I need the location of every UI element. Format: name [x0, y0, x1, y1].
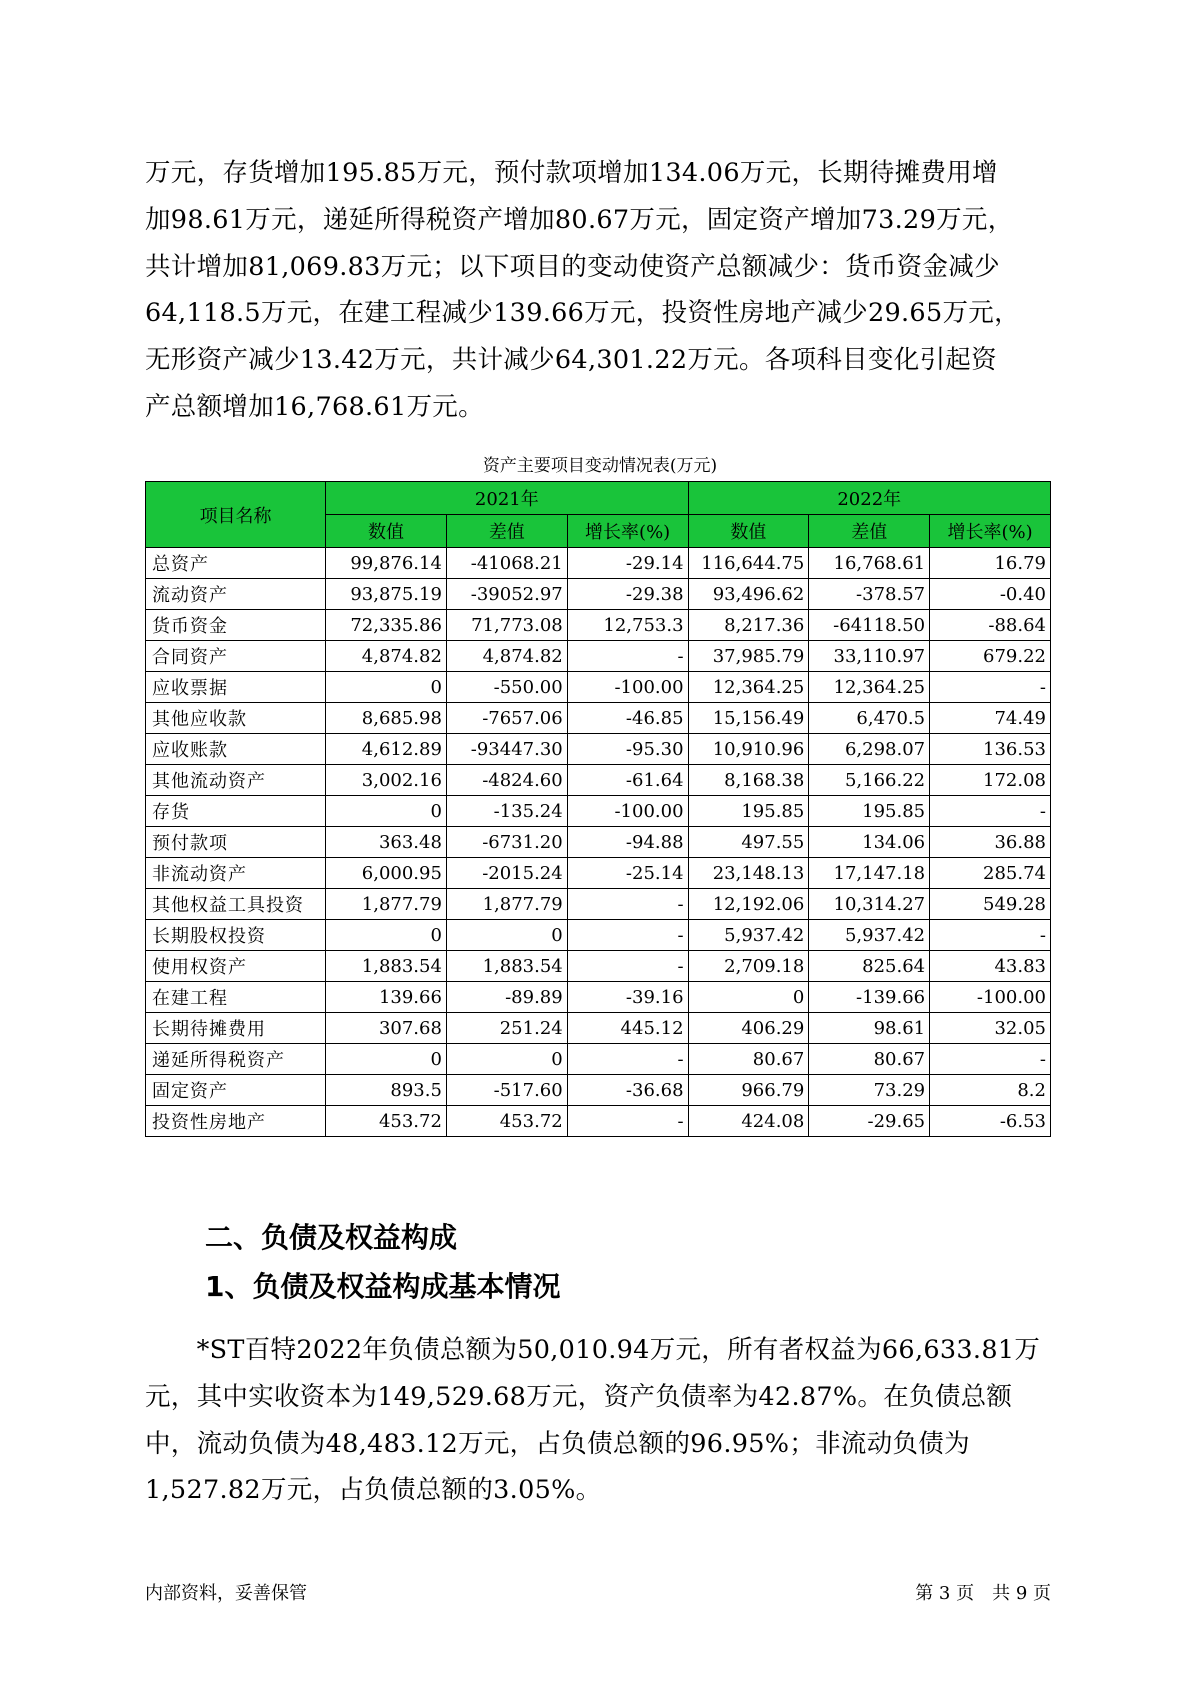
cell-item-name: 固定资产 — [146, 1075, 326, 1106]
cell-value-2021: 0 — [326, 920, 447, 951]
cell-value-2022: 0 — [688, 982, 809, 1013]
cell-growth-2022: 136.53 — [930, 734, 1051, 765]
cell-growth-2022: -6.53 — [930, 1106, 1051, 1137]
cell-diff-2021: 0 — [446, 920, 567, 951]
cell-value-2022: 116,644.75 — [688, 548, 809, 579]
cell-value-2021: 0 — [326, 1044, 447, 1075]
cell-value-2022: 12,192.06 — [688, 889, 809, 920]
asset-change-table — [145, 481, 1051, 1137]
cell-value-2022: 497.55 — [688, 827, 809, 858]
cell-growth-2021: - — [567, 951, 688, 982]
cell-diff-2022: 33,110.97 — [809, 641, 930, 672]
cell-growth-2021: 12,753.3 — [567, 610, 688, 641]
cell-value-2022: 10,910.96 — [688, 734, 809, 765]
cell-item-name: 总资产 — [146, 548, 326, 579]
cell-diff-2021: 1,877.79 — [446, 889, 567, 920]
cell-diff-2021: 453.72 — [446, 1106, 567, 1137]
cell-item-name: 合同资产 — [146, 641, 326, 672]
cell-item-name: 应收账款 — [146, 734, 326, 765]
paragraph-line: 加98.61万元，递延所得税资产增加80.67万元，固定资产增加73.29万元， — [145, 204, 1014, 235]
cell-growth-2021: - — [567, 641, 688, 672]
cell-growth-2022: -88.64 — [930, 610, 1051, 641]
cell-diff-2022: 80.67 — [809, 1044, 930, 1075]
cell-value-2021: 8,685.98 — [326, 703, 447, 734]
cell-value-2021: 4,612.89 — [326, 734, 447, 765]
footer-page-number: 第 3 页 共 9 页 — [915, 1583, 1051, 1604]
header-growth-2022: 增长率(%) — [930, 515, 1051, 548]
table-row — [146, 1013, 1051, 1044]
footer-confidential-note: 内部资料，妥善保管 — [145, 1583, 307, 1604]
paragraph-line: 中，流动负债为48,483.12万元，占负债总额的96.95%；非流动负债为 — [145, 1428, 970, 1459]
cell-item-name: 投资性房地产 — [146, 1106, 326, 1137]
cell-growth-2021: -100.00 — [567, 796, 688, 827]
cell-diff-2021: -2015.24 — [446, 858, 567, 889]
cell-value-2021: 3,002.16 — [326, 765, 447, 796]
cell-growth-2021: -29.14 — [567, 548, 688, 579]
section-heading: 二、负债及权益构成 — [205, 1221, 458, 1254]
cell-item-name: 其他应收款 — [146, 703, 326, 734]
table-row — [146, 672, 1051, 703]
cell-value-2021: 453.72 — [326, 1106, 447, 1137]
table-row — [146, 1106, 1051, 1137]
cell-value-2021: 4,874.82 — [326, 641, 447, 672]
cell-item-name: 长期待摊费用 — [146, 1013, 326, 1044]
cell-value-2022: 8,168.38 — [688, 765, 809, 796]
paragraph-line: 64,118.5万元，在建工程减少139.66万元，投资性房地产减少29.65万元， — [145, 298, 1020, 329]
cell-diff-2021: -135.24 — [446, 796, 567, 827]
header-growth-2021: 增长率(%) — [567, 515, 688, 548]
cell-item-name: 在建工程 — [146, 982, 326, 1013]
cell-item-name: 长期股权投资 — [146, 920, 326, 951]
cell-value-2021: 72,335.86 — [326, 610, 447, 641]
cell-value-2022: 80.67 — [688, 1044, 809, 1075]
cell-diff-2021: 71,773.08 — [446, 610, 567, 641]
cell-value-2022: 8,217.36 — [688, 610, 809, 641]
cell-item-name: 流动资产 — [146, 579, 326, 610]
cell-value-2021: 139.66 — [326, 982, 447, 1013]
paragraph-asset-change — [145, 150, 1055, 431]
cell-value-2022: 966.79 — [688, 1075, 809, 1106]
paragraph-line: 1,527.82万元，占负债总额的3.05%。 — [145, 1475, 602, 1506]
cell-diff-2022: 98.61 — [809, 1013, 930, 1044]
cell-diff-2021: -93447.30 — [446, 734, 567, 765]
cell-diff-2022: 73.29 — [809, 1075, 930, 1106]
cell-diff-2021: 1,883.54 — [446, 951, 567, 982]
cell-diff-2022: 195.85 — [809, 796, 930, 827]
cell-growth-2022: 679.22 — [930, 641, 1051, 672]
cell-growth-2021: - — [567, 920, 688, 951]
cell-item-name: 递延所得税资产 — [146, 1044, 326, 1075]
cell-diff-2022: 6,298.07 — [809, 734, 930, 765]
cell-value-2022: 12,364.25 — [688, 672, 809, 703]
cell-value-2022: 406.29 — [688, 1013, 809, 1044]
cell-diff-2022: 6,470.5 — [809, 703, 930, 734]
cell-diff-2022: -29.65 — [809, 1106, 930, 1137]
cell-diff-2022: -139.66 — [809, 982, 930, 1013]
cell-diff-2022: 16,768.61 — [809, 548, 930, 579]
cell-diff-2021: -89.89 — [446, 982, 567, 1013]
cell-diff-2021: -7657.06 — [446, 703, 567, 734]
cell-value-2021: 0 — [326, 796, 447, 827]
cell-growth-2022: 285.74 — [930, 858, 1051, 889]
cell-item-name: 预付款项 — [146, 827, 326, 858]
cell-diff-2022: 17,147.18 — [809, 858, 930, 889]
cell-growth-2021: -29.38 — [567, 579, 688, 610]
cell-value-2021: 1,883.54 — [326, 951, 447, 982]
cell-growth-2022: - — [930, 1044, 1051, 1075]
cell-growth-2021: -36.68 — [567, 1075, 688, 1106]
table-row — [146, 982, 1051, 1013]
paragraph-line: 万元，存货增加195.85万元，预付款项增加134.06万元，长期待摊费用增 — [145, 158, 998, 188]
cell-value-2021: 99,876.14 — [326, 548, 447, 579]
header-item-name: 项目名称 — [146, 482, 326, 548]
cell-growth-2022: - — [930, 796, 1051, 827]
cell-diff-2021: 251.24 — [446, 1013, 567, 1044]
cell-diff-2022: -64118.50 — [809, 610, 930, 641]
cell-value-2022: 23,148.13 — [688, 858, 809, 889]
cell-growth-2021: - — [567, 1106, 688, 1137]
cell-value-2022: 424.08 — [688, 1106, 809, 1137]
cell-growth-2021: -39.16 — [567, 982, 688, 1013]
table-row — [146, 703, 1051, 734]
header-year-2022: 2022年 — [688, 482, 1050, 515]
table-row — [146, 920, 1051, 951]
table-row — [146, 827, 1051, 858]
cell-growth-2022: 74.49 — [930, 703, 1051, 734]
cell-growth-2022: -100.00 — [930, 982, 1051, 1013]
table-row — [146, 734, 1051, 765]
subsection-heading: 1、负债及权益构成基本情况 — [205, 1270, 561, 1303]
cell-growth-2022: 172.08 — [930, 765, 1051, 796]
cell-value-2022: 5,937.42 — [688, 920, 809, 951]
cell-growth-2022: 36.88 — [930, 827, 1051, 858]
cell-diff-2021: -517.60 — [446, 1075, 567, 1106]
cell-value-2022: 15,156.49 — [688, 703, 809, 734]
cell-value-2021: 93,875.19 — [326, 579, 447, 610]
cell-value-2022: 37,985.79 — [688, 641, 809, 672]
cell-diff-2022: 825.64 — [809, 951, 930, 982]
table-row — [146, 1044, 1051, 1075]
cell-value-2021: 0 — [326, 672, 447, 703]
table-row — [146, 951, 1051, 982]
table-row — [146, 610, 1051, 641]
table-row — [146, 641, 1051, 672]
cell-growth-2021: -95.30 — [567, 734, 688, 765]
header-value-2021: 数值 — [326, 515, 447, 548]
cell-diff-2021: -4824.60 — [446, 765, 567, 796]
cell-growth-2021: -100.00 — [567, 672, 688, 703]
header-diff-2022: 差值 — [809, 515, 930, 548]
paragraph-line: 共计增加81,069.83万元；以下项目的变动使资产总额减少：货币资金减少 — [145, 251, 1000, 282]
cell-item-name: 使用权资产 — [146, 951, 326, 982]
cell-item-name: 存货 — [146, 796, 326, 827]
header-value-2022: 数值 — [688, 515, 809, 548]
cell-value-2022: 195.85 — [688, 796, 809, 827]
table-row — [146, 1075, 1051, 1106]
cell-growth-2021: - — [567, 1044, 688, 1075]
paragraph-liabilities — [145, 1327, 1055, 1514]
header-diff-2021: 差值 — [446, 515, 567, 548]
cell-value-2021: 363.48 — [326, 827, 447, 858]
cell-item-name: 其他权益工具投资 — [146, 889, 326, 920]
cell-growth-2022: - — [930, 672, 1051, 703]
cell-growth-2021: -61.64 — [567, 765, 688, 796]
cell-value-2021: 307.68 — [326, 1013, 447, 1044]
cell-value-2021: 1,877.79 — [326, 889, 447, 920]
cell-value-2022: 93,496.62 — [688, 579, 809, 610]
cell-item-name: 货币资金 — [146, 610, 326, 641]
paragraph-line: 无形资产减少13.42万元，共计减少64,301.22万元。各项科目变化引起资 — [145, 345, 997, 376]
cell-growth-2022: - — [930, 920, 1051, 951]
cell-diff-2022: 5,166.22 — [809, 765, 930, 796]
cell-diff-2022: 12,364.25 — [809, 672, 930, 703]
table-row — [146, 579, 1051, 610]
table-row — [146, 765, 1051, 796]
cell-diff-2022: -378.57 — [809, 579, 930, 610]
table-body — [146, 548, 1051, 1137]
paragraph-line: 产总额增加16,768.61万元。 — [145, 391, 484, 422]
table-row — [146, 796, 1051, 827]
cell-value-2021: 893.5 — [326, 1075, 447, 1106]
cell-diff-2021: -41068.21 — [446, 548, 567, 579]
cell-diff-2022: 134.06 — [809, 827, 930, 858]
cell-value-2022: 2,709.18 — [688, 951, 809, 982]
cell-value-2021: 6,000.95 — [326, 858, 447, 889]
table-row — [146, 548, 1051, 579]
header-year-2021: 2021年 — [326, 482, 688, 515]
cell-growth-2022: -0.40 — [930, 579, 1051, 610]
cell-growth-2022: 16.79 — [930, 548, 1051, 579]
cell-item-name: 其他流动资产 — [146, 765, 326, 796]
table-caption: 资产主要项目变动情况表(万元) — [482, 456, 718, 476]
cell-growth-2022: 43.83 — [930, 951, 1051, 982]
cell-growth-2021: - — [567, 889, 688, 920]
cell-diff-2021: 0 — [446, 1044, 567, 1075]
cell-diff-2021: -550.00 — [446, 672, 567, 703]
cell-diff-2022: 10,314.27 — [809, 889, 930, 920]
cell-diff-2022: 5,937.42 — [809, 920, 930, 951]
paragraph-line: 元，其中实收资本为149,529.68万元，资产负债率为42.87%。在负债总额 — [145, 1381, 1013, 1412]
cell-growth-2022: 8.2 — [930, 1075, 1051, 1106]
cell-item-name: 应收票据 — [146, 672, 326, 703]
cell-growth-2021: 445.12 — [567, 1013, 688, 1044]
cell-item-name: 非流动资产 — [146, 858, 326, 889]
cell-diff-2021: -39052.97 — [446, 579, 567, 610]
cell-diff-2021: -6731.20 — [446, 827, 567, 858]
cell-diff-2021: 4,874.82 — [446, 641, 567, 672]
table-row — [146, 889, 1051, 920]
cell-growth-2022: 32.05 — [930, 1013, 1051, 1044]
cell-growth-2021: -46.85 — [567, 703, 688, 734]
cell-growth-2021: -25.14 — [567, 858, 688, 889]
paragraph-line: *ST百特2022年负债总额为50,010.94万元，所有者权益为66,633.81万 — [145, 1335, 1041, 1365]
cell-growth-2021: -94.88 — [567, 827, 688, 858]
cell-growth-2022: 549.28 — [930, 889, 1051, 920]
table-row — [146, 858, 1051, 889]
